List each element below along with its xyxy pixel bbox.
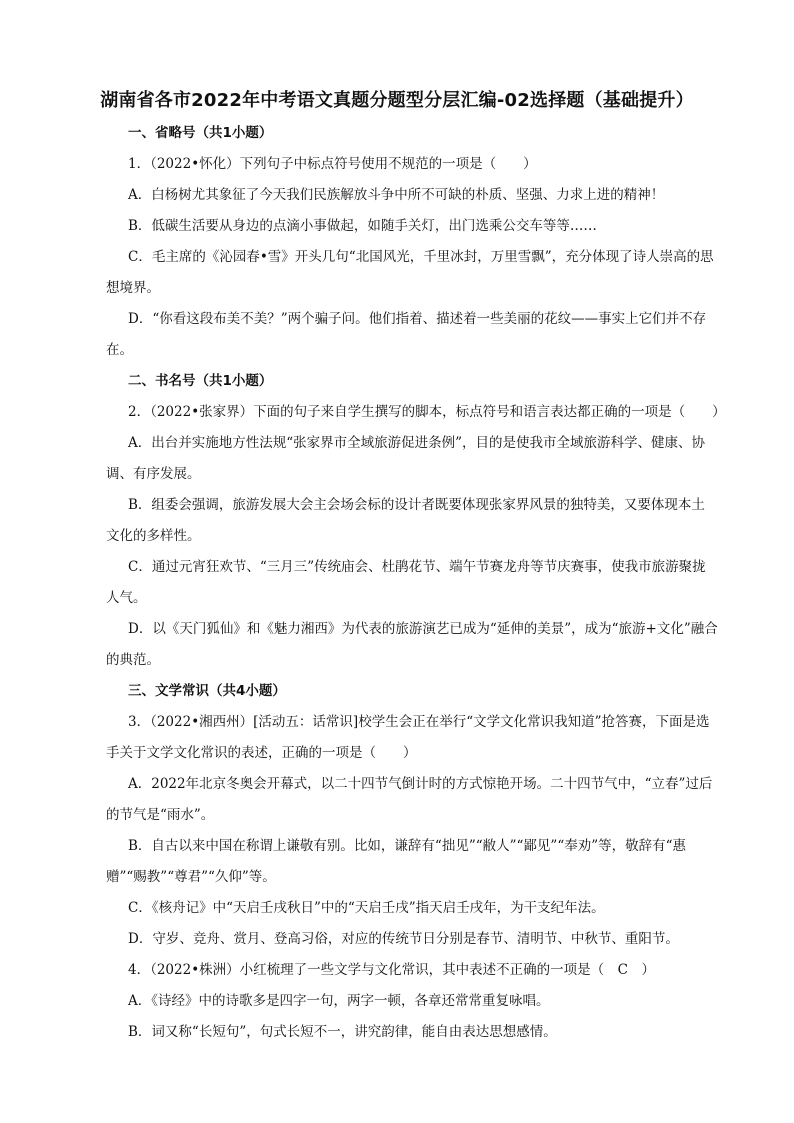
option-a: A．出台并实施地方性法规“张家界市全域旅游促进条例”，目的是使我市全域旅游科学、健康、协调、有序发展。 — [106, 435, 706, 482]
section-heading: 三、文学常识（共4小题） — [128, 683, 286, 699]
question-stem: 4．（2022•株洲）小红梳理了一些文学与文化常识，其中表述不正确的一项是（ C ） — [128, 962, 655, 978]
option-b: B．词又称“长短句”，句式长短不一，讲究韵律，能自由表达思想感情。 — [128, 1024, 557, 1040]
document-title: 湖南省各市2022年中考语文真题分题型分层汇编-02选择题（基础提升） — [100, 90, 694, 111]
option-c: C．通过元宵狂欢节、“三月三”传统庙会、杜鹃花节、端午节赛龙舟等节庆赛事，使我市旅游聚拢人气。 — [106, 559, 706, 606]
option-d: D．“你看这段布美不美？”两个骗子问。他们指着、描述着一些美丽的花纹——事实上它们并不存在。 — [106, 311, 707, 358]
option-a: A．白杨树尤其象征了今天我们民族解放斗争中所不可缺的朴质、坚强、力求上进的精神！ — [128, 187, 665, 203]
option-a: A．《诗经》中的诗歌多是四字一句，两字一顿，各章还常常重复咏唱。 — [128, 993, 550, 1009]
option-d: D．以《天门狐仙》和《魅力湘西》为代表的旅游演艺已成为“延伸的美景”，成为“旅游+文化”融合的典范。 — [106, 621, 718, 668]
option-a: A．2022年北京冬奥会开幕式，以二十四节气倒计时的方式惊艳开场。二十四节气中，“立春”过后的节气是“雨水”。 — [106, 776, 713, 823]
option-b: B．自古以来中国在称谓上谦敬有别。比如，谦辞有“拙见”“敝人”“鄙见”“奉劝”等，敬辞有“惠赠”“赐教”“尊君”“久仰”等。 — [106, 838, 687, 885]
section-heading: 一、省略号（共1小题） — [128, 125, 273, 141]
question-stem: 2．（2022•张家界）下面的句子来自学生撰写的脚本，标点符号和语言表达都正确的一项是（ ） — [128, 404, 726, 420]
option-c: C．毛主席的《沁园春•雪》开头几句“北国风光，千里冰封，万里雪飘”，充分体现了诗人崇高的思想境界。 — [106, 249, 714, 296]
document-body — [106, 118, 726, 1048]
option-b: B．低碳生活要从身边的点滴小事做起，如随手关灯，出门选乘公交车等等…… — [128, 218, 597, 234]
option-d: D．守岁、竞舟、赏月、登高习俗，对应的传统节日分别是春节、清明节、中秋节、重阳节。 — [128, 931, 679, 947]
option-c: C．《核舟记》中“天启壬戌秋日”中的“天启壬戌”指天启壬戌年，为干支纪年法。 — [128, 900, 605, 916]
option-b: B．组委会强调，旅游发展大会主会场会标的设计者既要体现张家界风景的独特美，又要体现本土文化的多样性。 — [106, 497, 705, 544]
question-stem: 1．（2022•怀化）下列句子中标点符号使用不规范的一项是（ ） — [128, 156, 537, 172]
section-heading: 二、书名号（共1小题） — [128, 373, 273, 389]
question-stem: 3．（2022•湘西州）[活动五：话常识]校学生会正在举行“文学文化常识我知道”抢答赛，下面是选手关于文学文化常识的表述，正确的一项是（ ） — [106, 714, 710, 761]
